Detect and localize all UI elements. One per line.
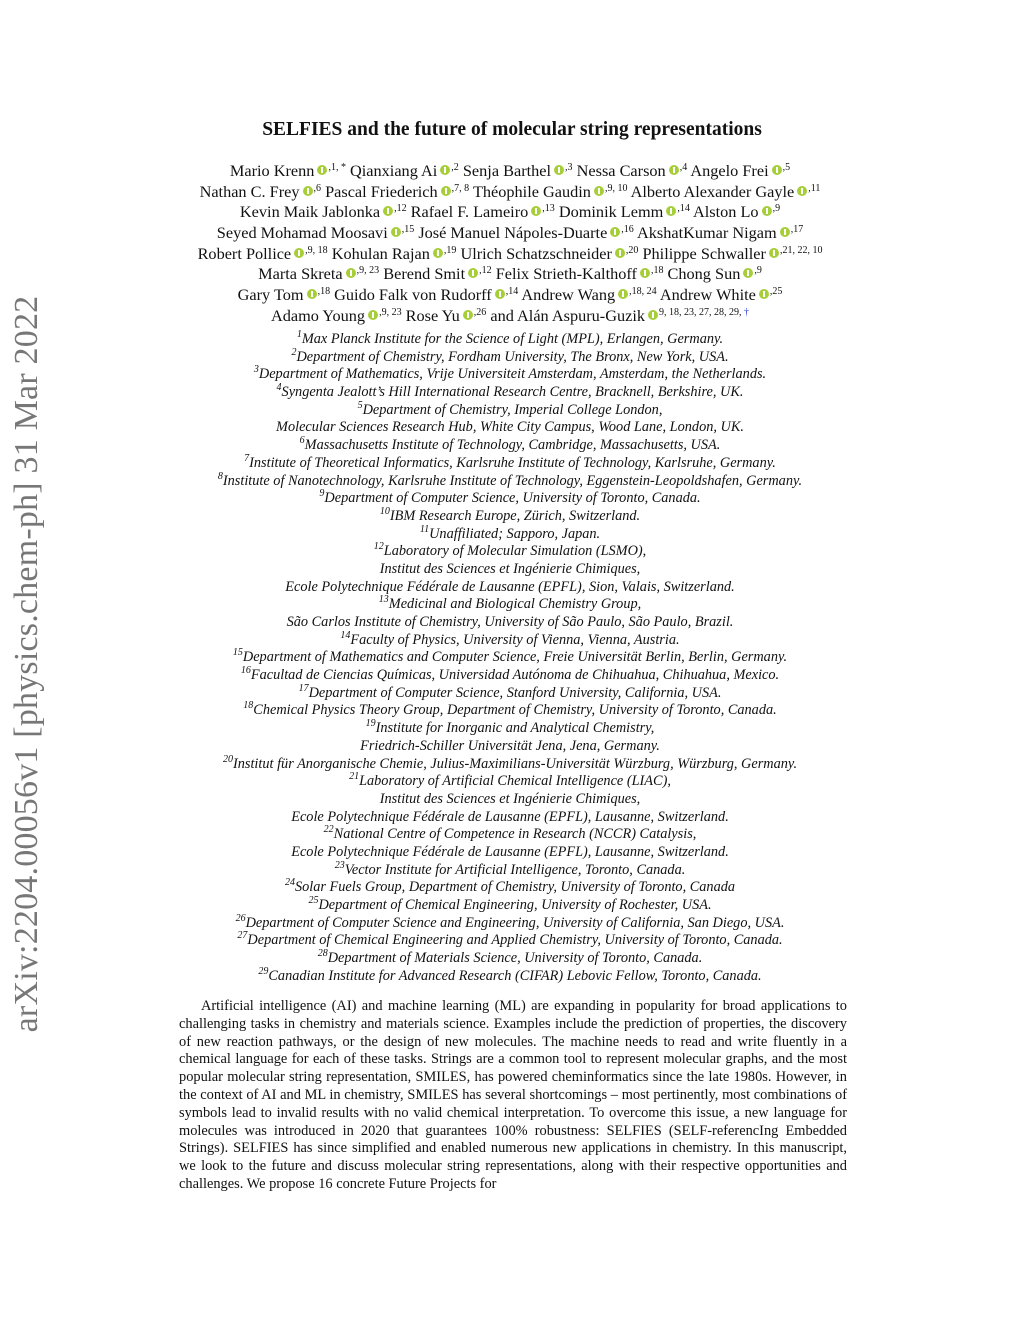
orcid-icon[interactable]: [307, 289, 317, 299]
orcid-icon[interactable]: [433, 248, 443, 258]
affiliation-line: [160, 753, 860, 774]
author: [217, 223, 414, 242]
author-line: [130, 223, 890, 244]
author: [325, 182, 469, 201]
author-affiliation-marks: ,12: [394, 203, 407, 215]
author: [463, 161, 573, 180]
abstract: [179, 998, 847, 1194]
orcid-icon[interactable]: [531, 206, 541, 216]
author-name: Alston Lo: [692, 202, 759, 222]
author: [460, 244, 638, 263]
affiliation-text: Institute of Nanotechnology, Karlsruhe Institute of Technology, Eggenstein-Leopoldshafen, Germany.: [222, 472, 803, 489]
affiliation-list: [160, 331, 860, 985]
affiliation-line: [160, 826, 860, 844]
author-name: AkshatKumar Nigam: [636, 223, 777, 243]
author-name: Kevin Maik Jablonka: [239, 202, 381, 222]
author-line: [130, 161, 890, 182]
author: [637, 223, 803, 242]
author-affiliation-marks: ,9, 23: [356, 265, 380, 277]
abstract-text: Artificial intelligence (AI) and machine learning (ML) are expanding in popularity for broad applications to challenging tasks in chemistry and materials science. Examples include the prediction of properties, the discovery of new reaction pathways, or the design of new molecules. The machine needs to read and write fluently in a chemical language for each of these tasks. Strings are a common tool to represent molecular graphs, and the most popular molecular string representation, SMILES, has powered cheminformatics since the late 1980s. However, in the context of AI and ML in chemistry, SMILES has several shortcomings – most pertinently, most combinations of symbols lead to invalid results with no valid chemical interpretation. To overcome this issue, a new language for molecules was introduced in 2020 that guarantees 100% robustness: SELFIES (SELF-referencIng Embedded Strings). SELFIES has since simplified and enabled numerous new applications in chemistry. In this manuscript, we look to the future and discuss molecular string representations, along with their respective opportunities and challenges. We propose 16 concrete Future Projects for: [179, 998, 847, 1192]
author-name: Pascal Friederich: [325, 181, 438, 201]
orcid-icon[interactable]: [610, 227, 620, 237]
affiliation-line: [160, 702, 860, 720]
author: [350, 161, 459, 180]
author: [473, 182, 628, 201]
paper-title: SELFIES and the future of molecular string representations: [262, 119, 762, 140]
affiliation-line: [160, 419, 860, 437]
author-name: Felix Strieth-Kalthoff: [495, 264, 637, 284]
affiliation-text: Ecole Polytechnique Fédérale de Lausanne (EPFL), Sion, Valais, Switzerland.: [285, 578, 735, 595]
affiliation-line: [160, 579, 860, 597]
author: [406, 306, 487, 325]
author-affiliation-marks: ,9, 10: [604, 182, 628, 194]
author-name: Nathan C. Frey: [199, 181, 300, 201]
affiliation-number: 22: [323, 824, 334, 836]
affiliation-number: 17: [298, 682, 309, 694]
affiliation-line: [160, 879, 860, 897]
author-line: [130, 202, 890, 223]
author: [411, 202, 555, 221]
author-line: [130, 285, 890, 306]
author-affiliation-marks: ,7, 8: [451, 182, 470, 194]
affiliation-line: [160, 596, 860, 614]
author: [198, 244, 328, 263]
affiliation-number: 10: [379, 505, 390, 517]
affiliation-number: 7: [244, 452, 250, 464]
affiliation-number: 18: [243, 700, 254, 712]
affiliation-line: [160, 773, 860, 791]
affiliation-line: [160, 682, 860, 703]
affiliation-text: Department of Mathematics, Vrije Universiteit Amsterdam, Amsterdam, the Netherlands.: [258, 366, 767, 383]
affiliation-number: 27: [237, 930, 248, 942]
author: [642, 244, 822, 263]
affiliation-text: Institut des Sciences et Ingénierie Chimiques,: [379, 790, 641, 807]
author-affiliation-marks: ,14: [677, 203, 690, 215]
affiliation-text: Department of Chemistry, Imperial College London,: [362, 401, 663, 418]
author-affiliation-marks: ,9: [754, 265, 762, 277]
affiliation-text: Massachusetts Institute of Technology, Cambridge, Massachusetts, USA.: [304, 437, 721, 454]
author-affiliation-marks: ,13: [542, 203, 555, 215]
author: [660, 285, 783, 304]
affiliation-text: Syngenta Jealott’s Hill International Research Centre, Bracknell, Berkshire, UK.: [281, 384, 744, 401]
orcid-icon[interactable]: [669, 165, 679, 175]
affiliation-line: [160, 629, 860, 650]
author-affiliation-marks: ,18: [317, 286, 331, 298]
orcid-icon[interactable]: [294, 248, 304, 258]
affiliation-text: Department of Materials Science, University of Toronto, Canada.: [327, 950, 703, 967]
affiliation-number: 1: [296, 329, 302, 340]
affiliation-line: [160, 912, 860, 933]
affiliation-line: [160, 505, 860, 526]
author: [230, 161, 346, 180]
author: [258, 264, 379, 283]
affiliation-text: Friedrich-Schiller Universität Jena, Jena, Germany.: [360, 737, 660, 754]
author-name: Alberto Alexander Gayle: [630, 181, 795, 201]
affiliation-line: [160, 932, 860, 950]
affiliation-number: 16: [240, 665, 251, 677]
author-name: Kohulan Rajan: [331, 243, 430, 263]
affiliation-text: Department of Computer Science, University of Toronto, Canada.: [324, 490, 701, 507]
author: [631, 182, 821, 201]
affiliation-number: 12: [373, 541, 384, 553]
orcid-icon[interactable]: [303, 186, 313, 196]
affiliation-line: [160, 720, 860, 738]
affiliation-text: Unaffiliated; Sapporo, Japan.: [429, 525, 601, 542]
affiliation-number: 25: [308, 895, 319, 906]
affiliation-line: [160, 399, 860, 420]
author-name: Nessa Carson: [576, 161, 666, 180]
author-affiliation-marks: ,25: [769, 286, 783, 298]
author-affiliation-marks: 9, 18, 23, 27, 28, 29,: [659, 306, 745, 318]
orcid-icon[interactable]: [594, 186, 604, 196]
affiliation-number: 23: [334, 859, 345, 871]
affiliation-number: 2: [291, 346, 297, 358]
orcid-icon[interactable]: [780, 227, 790, 237]
author-affiliation-marks: ,9, 23: [379, 306, 402, 318]
orcid-icon[interactable]: [495, 289, 505, 299]
affiliation-line: [160, 523, 860, 544]
orcid-icon[interactable]: [772, 165, 782, 175]
author-name: and Alán Aspuru-Guzik: [490, 305, 646, 325]
affiliation-text: Canadian Institute for Advanced Research (CIFAR) Lebovic Fellow, Toronto, Canada.: [268, 967, 762, 984]
author-list: [130, 161, 890, 327]
affiliation-text: Department of Chemistry, Fordham University, The Bronx, New York, USA.: [296, 348, 729, 365]
affiliation-number: 24: [284, 877, 295, 889]
author-affiliation-marks: ,20: [625, 244, 639, 256]
orcid-icon[interactable]: [743, 268, 753, 278]
author-affiliation-marks: ,6: [313, 182, 321, 194]
orcid-icon[interactable]: [346, 268, 356, 278]
affiliation-number: 19: [365, 718, 376, 730]
affiliation-line: [160, 384, 860, 402]
author-affiliation-marks: ,17: [790, 224, 804, 236]
affiliation-line: [160, 543, 860, 561]
affiliation-line: [160, 452, 860, 473]
affiliation-number: 28: [317, 948, 328, 960]
affiliation-line: [160, 649, 860, 667]
affiliation-number: 14: [340, 629, 351, 641]
orcid-icon[interactable]: [317, 165, 327, 175]
affiliation-number: 8: [217, 470, 223, 482]
author-name: Seyed Mohamad Moosavi: [216, 223, 388, 243]
affiliation-text: Institut des Sciences et Ingénierie Chimiques,: [379, 560, 641, 577]
affiliation-number: 21: [349, 771, 360, 783]
author: [334, 285, 518, 304]
orcid-icon[interactable]: [666, 206, 676, 216]
orcid-icon[interactable]: [383, 206, 393, 216]
author-name: Gary Tom: [237, 285, 304, 305]
orcid-icon[interactable]: [648, 310, 658, 320]
affiliation-text: National Centre of Competence in Research (NCCR) Catalysis,: [333, 826, 697, 843]
orcid-icon[interactable]: [640, 268, 650, 278]
affiliation-line: [160, 490, 860, 508]
affiliation-line: [160, 738, 860, 756]
affiliation-text: Solar Fuels Group, Department of Chemistry, University of Toronto, Canada: [294, 879, 736, 896]
affiliation-text: Ecole Polytechnique Fédérale de Lausanne (EPFL), Lausanne, Switzerland.: [291, 808, 729, 825]
affiliation-text: Chemical Physics Theory Group, Department of Chemistry, University of Toronto, Canada.: [253, 702, 777, 719]
affiliation-text: Department of Computer Science and Engineering, University of California, San Diego, USA.: [245, 914, 785, 931]
author: [490, 306, 749, 325]
orcid-icon[interactable]: [440, 165, 450, 175]
author-affiliation-marks: ,1, *: [328, 162, 346, 173]
author: [240, 202, 407, 221]
author-line: [130, 244, 890, 265]
affiliation-line: [160, 859, 860, 880]
author-affiliation-marks: ,18: [650, 265, 664, 277]
author-affiliation-marks: ,5: [782, 162, 791, 173]
orcid-icon[interactable]: [463, 310, 473, 320]
author-line: [130, 182, 890, 203]
affiliation-text: Department of Computer Science, Stanford University, California, USA.: [308, 684, 722, 701]
author: [271, 306, 402, 325]
author-name: Angelo Frei: [690, 161, 769, 180]
orcid-icon[interactable]: [618, 289, 628, 299]
author: [693, 202, 780, 221]
affiliation-line: [160, 965, 860, 986]
author-affiliation-marks: ,4: [679, 162, 688, 173]
orcid-icon[interactable]: [554, 165, 564, 175]
author-name: Philippe Schwaller: [642, 243, 766, 263]
affiliation-number: 6: [299, 435, 305, 447]
affiliation-text: Faculty of Physics, University of Vienna, Vienna, Austria.: [350, 631, 680, 648]
author-affiliation-marks: ,15: [401, 224, 415, 236]
affiliation-line: [160, 366, 860, 384]
author-affiliation-marks: ,18, 24: [629, 286, 657, 298]
author-name: Berend Smit: [383, 264, 466, 284]
affiliation-line: [160, 470, 860, 491]
author-name: Andrew Wang: [521, 285, 616, 305]
author-affiliation-marks: ,2: [451, 162, 459, 173]
affiliation-number: 11: [419, 523, 430, 535]
affiliation-line: [160, 346, 860, 367]
affiliation-line: [160, 844, 860, 862]
orcid-icon[interactable]: [762, 206, 772, 216]
author: [690, 161, 790, 180]
author-affiliation-marks: ,3: [565, 162, 573, 173]
orcid-icon[interactable]: [441, 186, 451, 196]
author-name: Marta Skreta: [258, 264, 343, 284]
orcid-icon[interactable]: [797, 186, 807, 196]
author-affiliation-marks: ,26: [473, 306, 487, 318]
arxiv-side-label: arXiv:2204.00056v1 [physics.chem-ph] 31 Mar 2022: [8, 295, 45, 1033]
author: [496, 264, 664, 283]
affiliation-line: [160, 791, 860, 809]
affiliation-line: [160, 667, 860, 685]
affiliation-line: [160, 897, 860, 915]
author-name: Rose Yu: [405, 305, 460, 325]
affiliation-number: 26: [235, 912, 246, 924]
author-name: Théophile Gaudin: [472, 181, 591, 201]
author-affiliation-marks: ,11: [808, 182, 821, 194]
author: [332, 244, 457, 263]
affiliation-text: Facultad de Ciencias Químicas, Universidad Autónoma de Chihuahua, Chihuahua, Mexico.: [250, 667, 780, 684]
author-name: Adamo Young: [270, 305, 366, 325]
affiliation-number: 9: [319, 488, 325, 500]
affiliation-line: [160, 561, 860, 579]
affiliation-text: Department of Mathematics and Computer Science, Freie Universität Berlin, Berlin, Germany.: [242, 649, 788, 666]
author: [383, 264, 491, 283]
author-name: Chong Sun: [667, 264, 741, 284]
affiliation-text: São Carlos Institute of Chemistry, University of São Paulo, São Paulo, Brazil.: [286, 614, 734, 630]
affiliation-number: 4: [276, 382, 282, 394]
author-name: Guido Falk von Rudorff: [334, 285, 492, 305]
affiliation-text: Laboratory of Artificial Chemical Intelligence (LIAC),: [359, 773, 671, 790]
affiliation-number: 13: [378, 594, 389, 606]
affiliation-text: Department of Chemical Engineering, University of Rochester, USA.: [318, 897, 712, 913]
affiliation-number: 20: [222, 753, 233, 765]
author-name: José Manuel Nápoles-Duarte: [418, 223, 608, 243]
affiliation-line: [160, 614, 860, 632]
affiliation-line: [160, 331, 860, 349]
author-affiliation-marks: ,9: [772, 203, 781, 215]
author: [577, 161, 688, 180]
author: [521, 285, 656, 304]
author-name: Robert Pollice: [197, 243, 292, 263]
author: [559, 202, 690, 221]
corresponding-author-dagger[interactable]: †: [744, 306, 750, 318]
author: [238, 285, 330, 304]
author-affiliation-marks: ,16: [621, 224, 634, 236]
affiliation-text: Laboratory of Molecular Simulation (LSMO),: [383, 543, 647, 560]
orcid-icon[interactable]: [391, 227, 401, 237]
affiliation-number: 15: [232, 647, 243, 659]
author: [200, 182, 321, 201]
author-name: Dominik Lemm: [558, 202, 664, 222]
affiliation-text: Vector Institute for Artificial Intelligence, Toronto, Canada.: [344, 861, 686, 878]
author-line: [130, 264, 890, 285]
author-affiliation-marks: ,21, 22, 10: [779, 244, 823, 256]
orcid-icon[interactable]: [468, 268, 478, 278]
affiliation-text: Max Planck Institute for the Science of Light (MPL), Erlangen, Germany.: [301, 331, 724, 347]
author-name: Mario Krenn: [229, 161, 315, 180]
author-name: Rafael F. Lameiro: [410, 202, 529, 222]
author-name: Ulrich Schatzschneider: [460, 243, 612, 263]
orcid-icon[interactable]: [368, 310, 378, 320]
author-affiliation-marks: ,12: [479, 265, 492, 277]
affiliation-text: Molecular Sciences Research Hub, White City Campus, Wood Lane, London, UK.: [276, 419, 744, 436]
affiliation-number: 5: [357, 399, 363, 411]
author: [668, 264, 762, 283]
affiliation-text: Institute for Inorganic and Analytical Chemistry,: [375, 720, 655, 737]
affiliation-text: Institut für Anorganische Chemie, Julius-Maximilians-Universität Würzburg, Würzburg, Germany.: [232, 755, 798, 772]
affiliation-text: IBM Research Europe, Zürich, Switzerland.: [389, 507, 641, 524]
author-name: Andrew White: [659, 285, 756, 305]
orcid-icon[interactable]: [759, 289, 769, 299]
author-affiliation-marks: ,9, 18: [305, 244, 328, 256]
affiliation-number: 29: [258, 965, 269, 977]
affiliation-text: Department of Chemical Engineering and Applied Chemistry, University of Toronto, Canada.: [247, 932, 783, 949]
author-name: Senja Barthel: [462, 161, 552, 180]
author: [418, 223, 633, 242]
affiliation-line: [160, 437, 860, 455]
author-line: [130, 306, 890, 327]
affiliation-line: [160, 809, 860, 827]
author-affiliation-marks: ,19: [443, 244, 457, 256]
affiliation-text: Institute of Theoretical Informatics, Karlsruhe Institute of Technology, Karlsruhe, Germany.: [249, 454, 776, 471]
author-name: Qianxiang Ai: [350, 161, 438, 180]
affiliation-text: Ecole Polytechnique Fédérale de Lausanne (EPFL), Lausanne, Switzerland.: [291, 843, 729, 860]
orcid-icon[interactable]: [615, 248, 625, 258]
affiliation-text: Medicinal and Biological Chemistry Group,: [388, 596, 642, 613]
author-affiliation-marks: ,14: [505, 286, 519, 298]
orcid-icon[interactable]: [769, 248, 779, 258]
affiliation-number: 3: [253, 364, 259, 376]
